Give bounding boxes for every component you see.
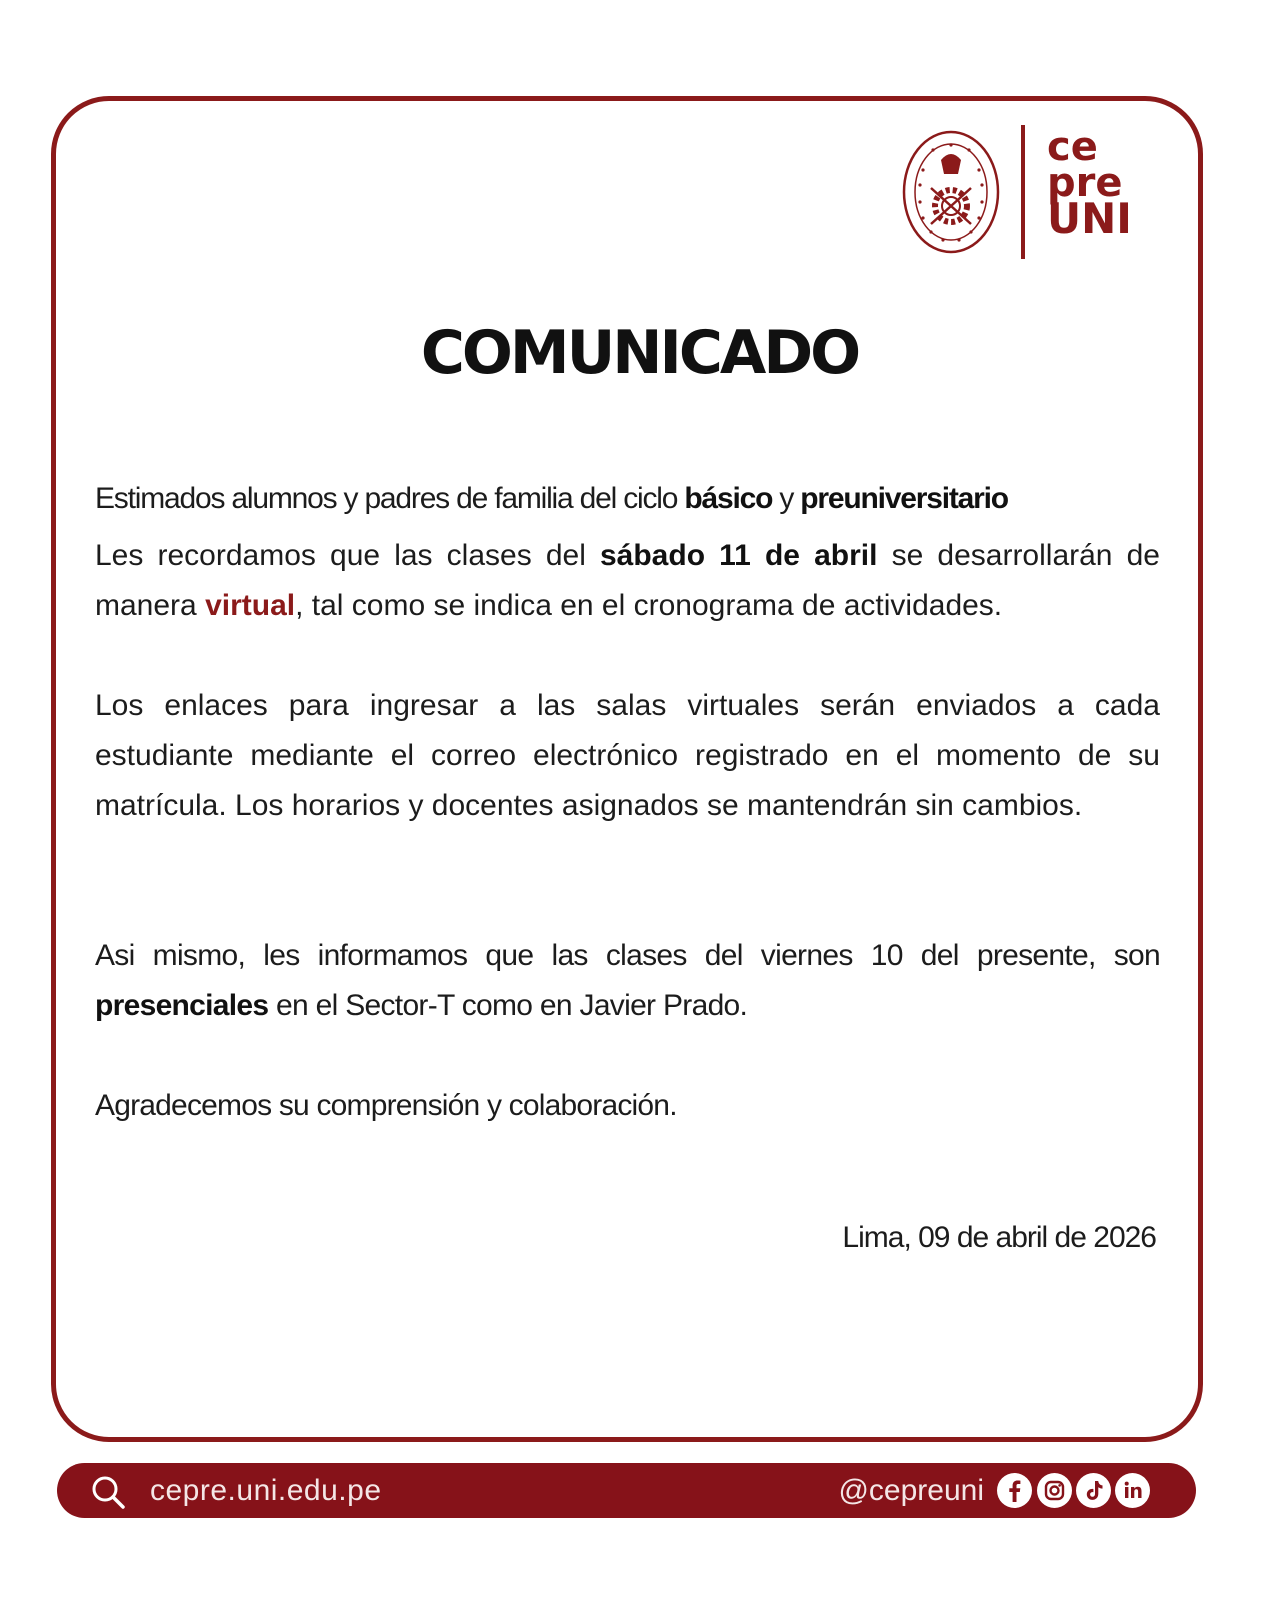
p1-bold-date: sábado 11 de abril [599,539,878,572]
brand-wordmark [1047,124,1132,243]
facebook-icon[interactable] [997,1473,1032,1508]
linkedin-icon[interactable] [1115,1473,1150,1508]
p1-accent-virtual: virtual [205,589,296,622]
tiktok-icon[interactable] [1076,1473,1111,1508]
paragraph-thanks: Agradecemos su comprensión y colaboración. [95,1089,677,1122]
website-link[interactable]: cepre.uni.edu.pe [150,1474,382,1507]
paragraph-greeting [95,474,1160,524]
brand-line-2: pre [1047,160,1123,206]
greeting-bold-basico: básico [684,482,773,515]
cepre-uni-logo [901,125,1141,259]
p1-text-1: Les recordamos que las clases del [95,539,600,572]
p1-text-3: , tal como se indica en el cronograma de actividades. [295,589,1003,622]
greeting-bold-preuniversitario: preuniversitario [800,482,1008,515]
paragraph-virtual-class [95,531,1160,631]
page-title: COMUNICADO [420,318,859,388]
brand-line-3: UNI [1047,194,1132,243]
instagram-icon[interactable] [1037,1473,1072,1508]
date-line: Lima, 09 de abril de 2026 [842,1221,1156,1254]
paragraph-in-person [95,931,1160,1031]
search-icon [91,1475,125,1509]
brand-line-1: ce [1047,124,1098,170]
p3-text-1: Asi mismo, les informamos que las clases del viernes 10 del presente, son [95,939,1160,972]
p3-bold-presenciales: presenciales [95,989,269,1022]
footer-bar [57,1463,1196,1518]
greeting-text-2: y [772,482,801,515]
social-handle: @cepreuni [838,1474,984,1507]
uni-seal-icon [901,130,1001,255]
greeting-text-1: Estimados alumnos y padres de familia del ciclo [95,482,685,515]
paragraph-links: Los enlaces para ingresar a las salas virtuales serán enviados a cada estudiante mediante el correo electrónico registrado en el momento de su matrícula. Los horarios y docentes asignados se mantendrán sin cambios. [95,689,1160,822]
p3-text-2: en el Sector-T como en Javier Prado. [268,989,748,1022]
logo-divider [1021,125,1025,259]
p1-text-2: se desarrollarán de manera [95,539,1160,622]
